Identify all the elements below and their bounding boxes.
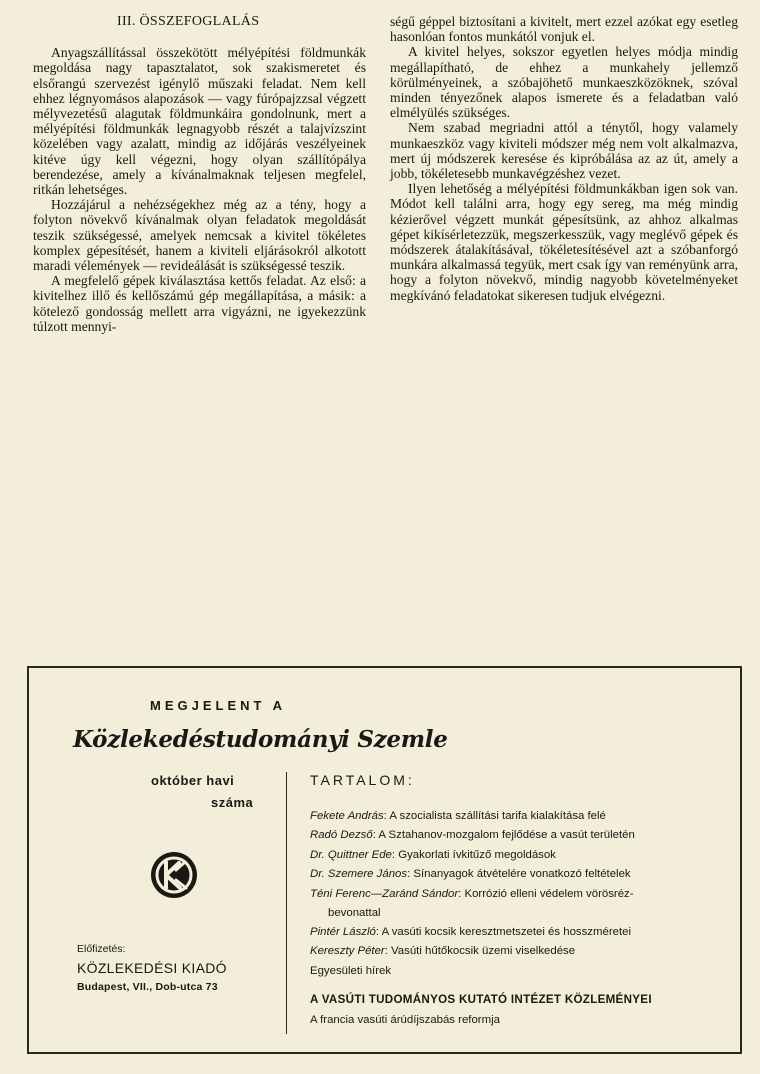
table-of-contents xyxy=(310,807,730,981)
issue-label-2: száma xyxy=(211,795,254,810)
toc-item xyxy=(310,942,730,961)
publisher-name: KÖZLEKEDÉSI KIADÓ xyxy=(77,960,227,976)
toc-item xyxy=(310,865,730,884)
toc-article-title: A vasúti kocsik keresztmetszetei és hosszméretei xyxy=(381,926,631,939)
toc-author: Dr. Szemere János : xyxy=(310,868,413,880)
toc-author: Téni Ferenc—Zaránd Sándor : xyxy=(310,888,465,900)
article-right-column xyxy=(390,14,738,303)
section-heading: III. ÖSSZEFOGLALÁS xyxy=(117,14,260,29)
journal-advertisement xyxy=(27,666,742,1054)
toc-article-title: Vasúti hűtőkocsik üzemi viselkedése xyxy=(391,945,576,958)
paragraph: Ilyen lehetőség a mélyépítési földmunkákban igen sok van. Módot kell találni arra, hogy egy sereg, ma még mindig kézierővel végzett munkát gépesítsünk, az ahhoz alkalmas gépet kikísérletezzük, megszerkesszük, vagy meglévő gépek és módszerek átalakításával, tökéletesítésével azt a szóbanforgó munkára alkalmassá tegyük, mert csak így van reményünk arra, hogy a folyton növekvő, mindig nagyobb követelményeket megkívánó feladatokat sikeresen tudjuk elvégezni. xyxy=(390,181,738,303)
toc-author: Dr. Quittner Ede : xyxy=(310,849,398,861)
paragraph: Nem szabad megriadni attól a ténytől, hogy valamely munkaeszköz vagy kiviteli módszer még nem volt alkalmazva, mert új módszerek keresése és kipróbálása az az út, amely a jobb, tökéletesebb munkavégzéshez vezet. xyxy=(390,120,738,182)
paragraph: Anyagszállítással összekötött mélyépítési földmunkák megoldása nagy tapasztalatot, sok szakismeretet és elsőrangú szervezést igénylő műszaki feladat. Nem kell ehhez légnyomásos alapozások — vagy fúrópajzzsal végzett mélyvezetésű alagutak földmunkáira gondolnunk, mert a mélyépítési földmunkák legnagyobb részét a talajvízszint közelében vagy azalatt, mindig az időjárás veszélyeinek kitéve úgy kell végezni, hogy olyan szállítópálya berendezése, amely a kívánalmaknak teljesen megfelel, ritkán lehetséges. xyxy=(33,45,366,198)
subscription-label: Előfizetés: xyxy=(77,943,126,955)
paragraph: Hozzájárul a nehézségekhez még az a tény, hogy a folyton növekvő kívánalmak olyan feladatok megoldását teszik szükségessé, amelyek nemcsak a kivitel tökéletes komplex gépesítését, hanem a kiviteli eljárásokról alkotott maradi vélemények — revideálását is szükségessé teszik. xyxy=(33,197,366,274)
published-label: MEGJELENT A xyxy=(150,698,286,713)
toc-article-title-cont: bevonattal xyxy=(328,907,381,920)
toc-item xyxy=(310,846,730,865)
toc-article-title: Korrózió elleni védelem vörösréz- xyxy=(464,887,634,900)
toc-article-title: Sínanyagok átvételére vonatkozó feltételek xyxy=(413,868,631,881)
toc-article-title: A Sztahanov-mozgalom fejlődése a vasút területén xyxy=(378,829,635,842)
toc-title: TARTALOM: xyxy=(310,772,415,788)
column-divider xyxy=(286,772,287,1034)
publisher-address: Budapest, VII., Dob-utca 73 xyxy=(77,981,218,993)
toc-article-title: A szocialista szállítási tarifa kialakítása felé xyxy=(389,810,606,822)
toc-author: Pintér László : xyxy=(310,926,382,938)
institute-heading: A VASÚTI TUDOMÁNYOS KUTATÓ INTÉZET KÖZLEMÉNYEI xyxy=(310,993,652,1006)
article-left-column xyxy=(33,14,366,334)
toc-item xyxy=(310,826,730,845)
journal-title: Közlekedéstudományi Szemle xyxy=(73,726,448,753)
paragraph-continuation: ségű géppel biztosítani a kivitelt, mert ezzel azókat egy esetleg hasonlóan fontos munkától vonjuk el. xyxy=(390,14,738,45)
paragraph: A megfelelő gépek kiválasztása kettős feladat. Az első: a kivitelhez illő és kellőszámú gép megállapítása, a másik: a kötelező gondosság mellett arra vigyázni, ne igyekezzünk túlzott mennyi- xyxy=(33,273,366,334)
toc-item xyxy=(310,885,730,923)
toc-item xyxy=(310,962,730,981)
toc-article-title: Gyakorlati ívkitűző megoldások xyxy=(398,848,556,861)
kk-publisher-logo-icon xyxy=(149,850,199,900)
toc-author: Fekete András : xyxy=(310,810,389,822)
issue-label: október havi xyxy=(151,773,235,788)
toc-item xyxy=(310,923,730,942)
institute-item: A francia vasúti árúdíjszabás reformja xyxy=(310,1014,500,1026)
toc-item xyxy=(310,807,730,826)
toc-article-title: Egyesületi hírek xyxy=(310,964,392,977)
toc-author: Kereszty Péter : xyxy=(310,945,391,957)
toc-author: Radó Dezső : xyxy=(310,829,378,841)
paragraph: A kivitel helyes, sokszor egyetlen helyes módja mindig megállapítható, de ehhez a munkahely jellemző körülményeinek, a szóbajöhető munkaeszközöknek, szóval minden tényezőnek alapos ismerete és a feladatban való elmélyülés szükséges. xyxy=(390,44,738,121)
